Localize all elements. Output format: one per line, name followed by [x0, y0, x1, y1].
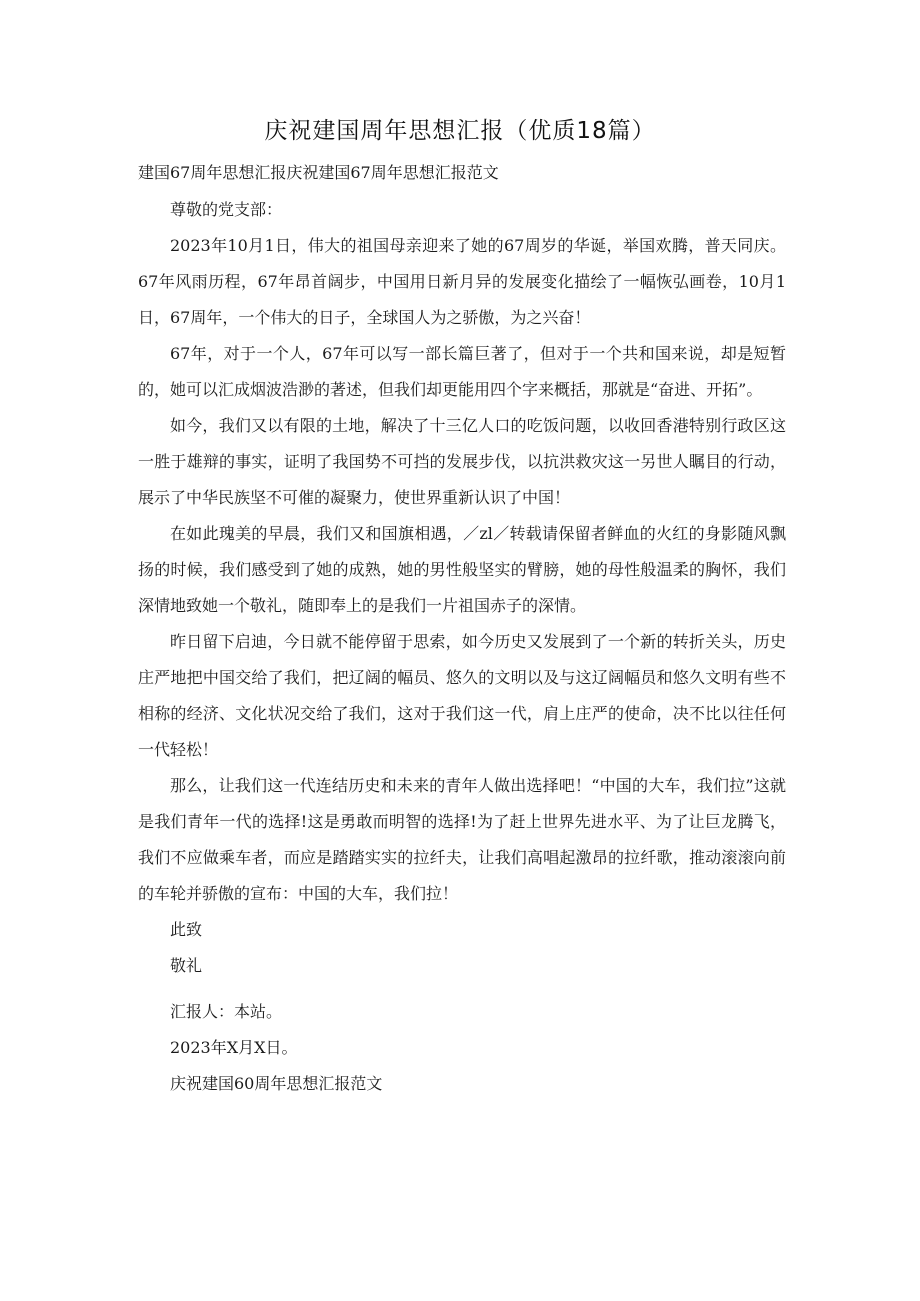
document-body [138, 192, 786, 1102]
body-paragraph: 如今，我们又以有限的土地，解决了十三亿人口的吃饭问题，以收回香港特别行政区这一胜于雄辩的事实，证明了我国势不可挡的发展步伐，以抗洪救灾这一另世人瞩目的行动，展示了中华民族坚不可催的凝聚力，使世界重新认识了中国！ [138, 416, 786, 507]
closing-line: 此致 [170, 920, 203, 939]
salutation: 尊敬的党支部： [170, 200, 283, 219]
body-paragraph: 67年，对于一个人，67年可以写一部长篇巨著了，但对于一个共和国来说，却是短暂的，她可以汇成烟波浩渺的著述，但我们却更能用四个字来概括，那就是“奋进、开拓”。 [138, 344, 786, 399]
document-subtitle: 建国67周年思想汇报庆祝建国67周年思想汇报范文 [138, 163, 499, 182]
body-paragraph: 在如此瑰美的早晨，我们又和国旗相遇，／zl／转载请保留者鲜血的火红的身影随风飘扬的时候，我们感受到了她的成熟，她的男性般坚实的臂膀，她的母性般温柔的胸怀，我们深情地致她一个敬礼，随即奉上的是我们一片祖国赤子的深情。 [138, 524, 786, 615]
body-paragraph: 昨日留下启迪，今日就不能停留于思索，如今历史又发展到了一个新的转折关头，历史庄严地把中国交给了我们，把辽阔的幅员、悠久的文明以及与这辽阔幅员和悠久文明有些不相称的经济、文化状况交给了我们，这对于我们这一代，肩上庄严的使命，决不比以往任何一代轻松！ [138, 632, 786, 759]
body-paragraph: 2023年10月1日，伟大的祖国母亲迎来了她的67周岁的华诞，举国欢腾，普天同庆。67年风雨历程，67年昂首阔步，中国用日新月异的发展变化描绘了一幅恢弘画卷，10月1日，67周年，一个伟大的日子，全球国人为之骄傲，为之兴奋！ [138, 236, 786, 327]
report-date: 2023年X月X日。 [170, 1038, 298, 1057]
closing-salute: 敬礼 [170, 956, 203, 975]
reporter-signature: 汇报人：本站。 [170, 1002, 283, 1021]
document-title: 庆祝建国周年思想汇报（优质18篇） [264, 118, 656, 144]
next-article-heading: 庆祝建国60周年思想汇报范文 [170, 1074, 383, 1093]
body-paragraph: 那么，让我们这一代连结历史和未来的青年人做出选择吧！“中国的大车，我们拉”这就是我们青年一代的选择!这是勇敢而明智的选择!为了赶上世界先进水平、为了让巨龙腾飞，我们不应做乘车者，而应是踏踏实实的拉纤夫，让我们高唱起激昂的拉纤歌，推动滚滚向前的车轮并骄傲的宣布：中国的大车，我们拉！ [138, 776, 786, 903]
